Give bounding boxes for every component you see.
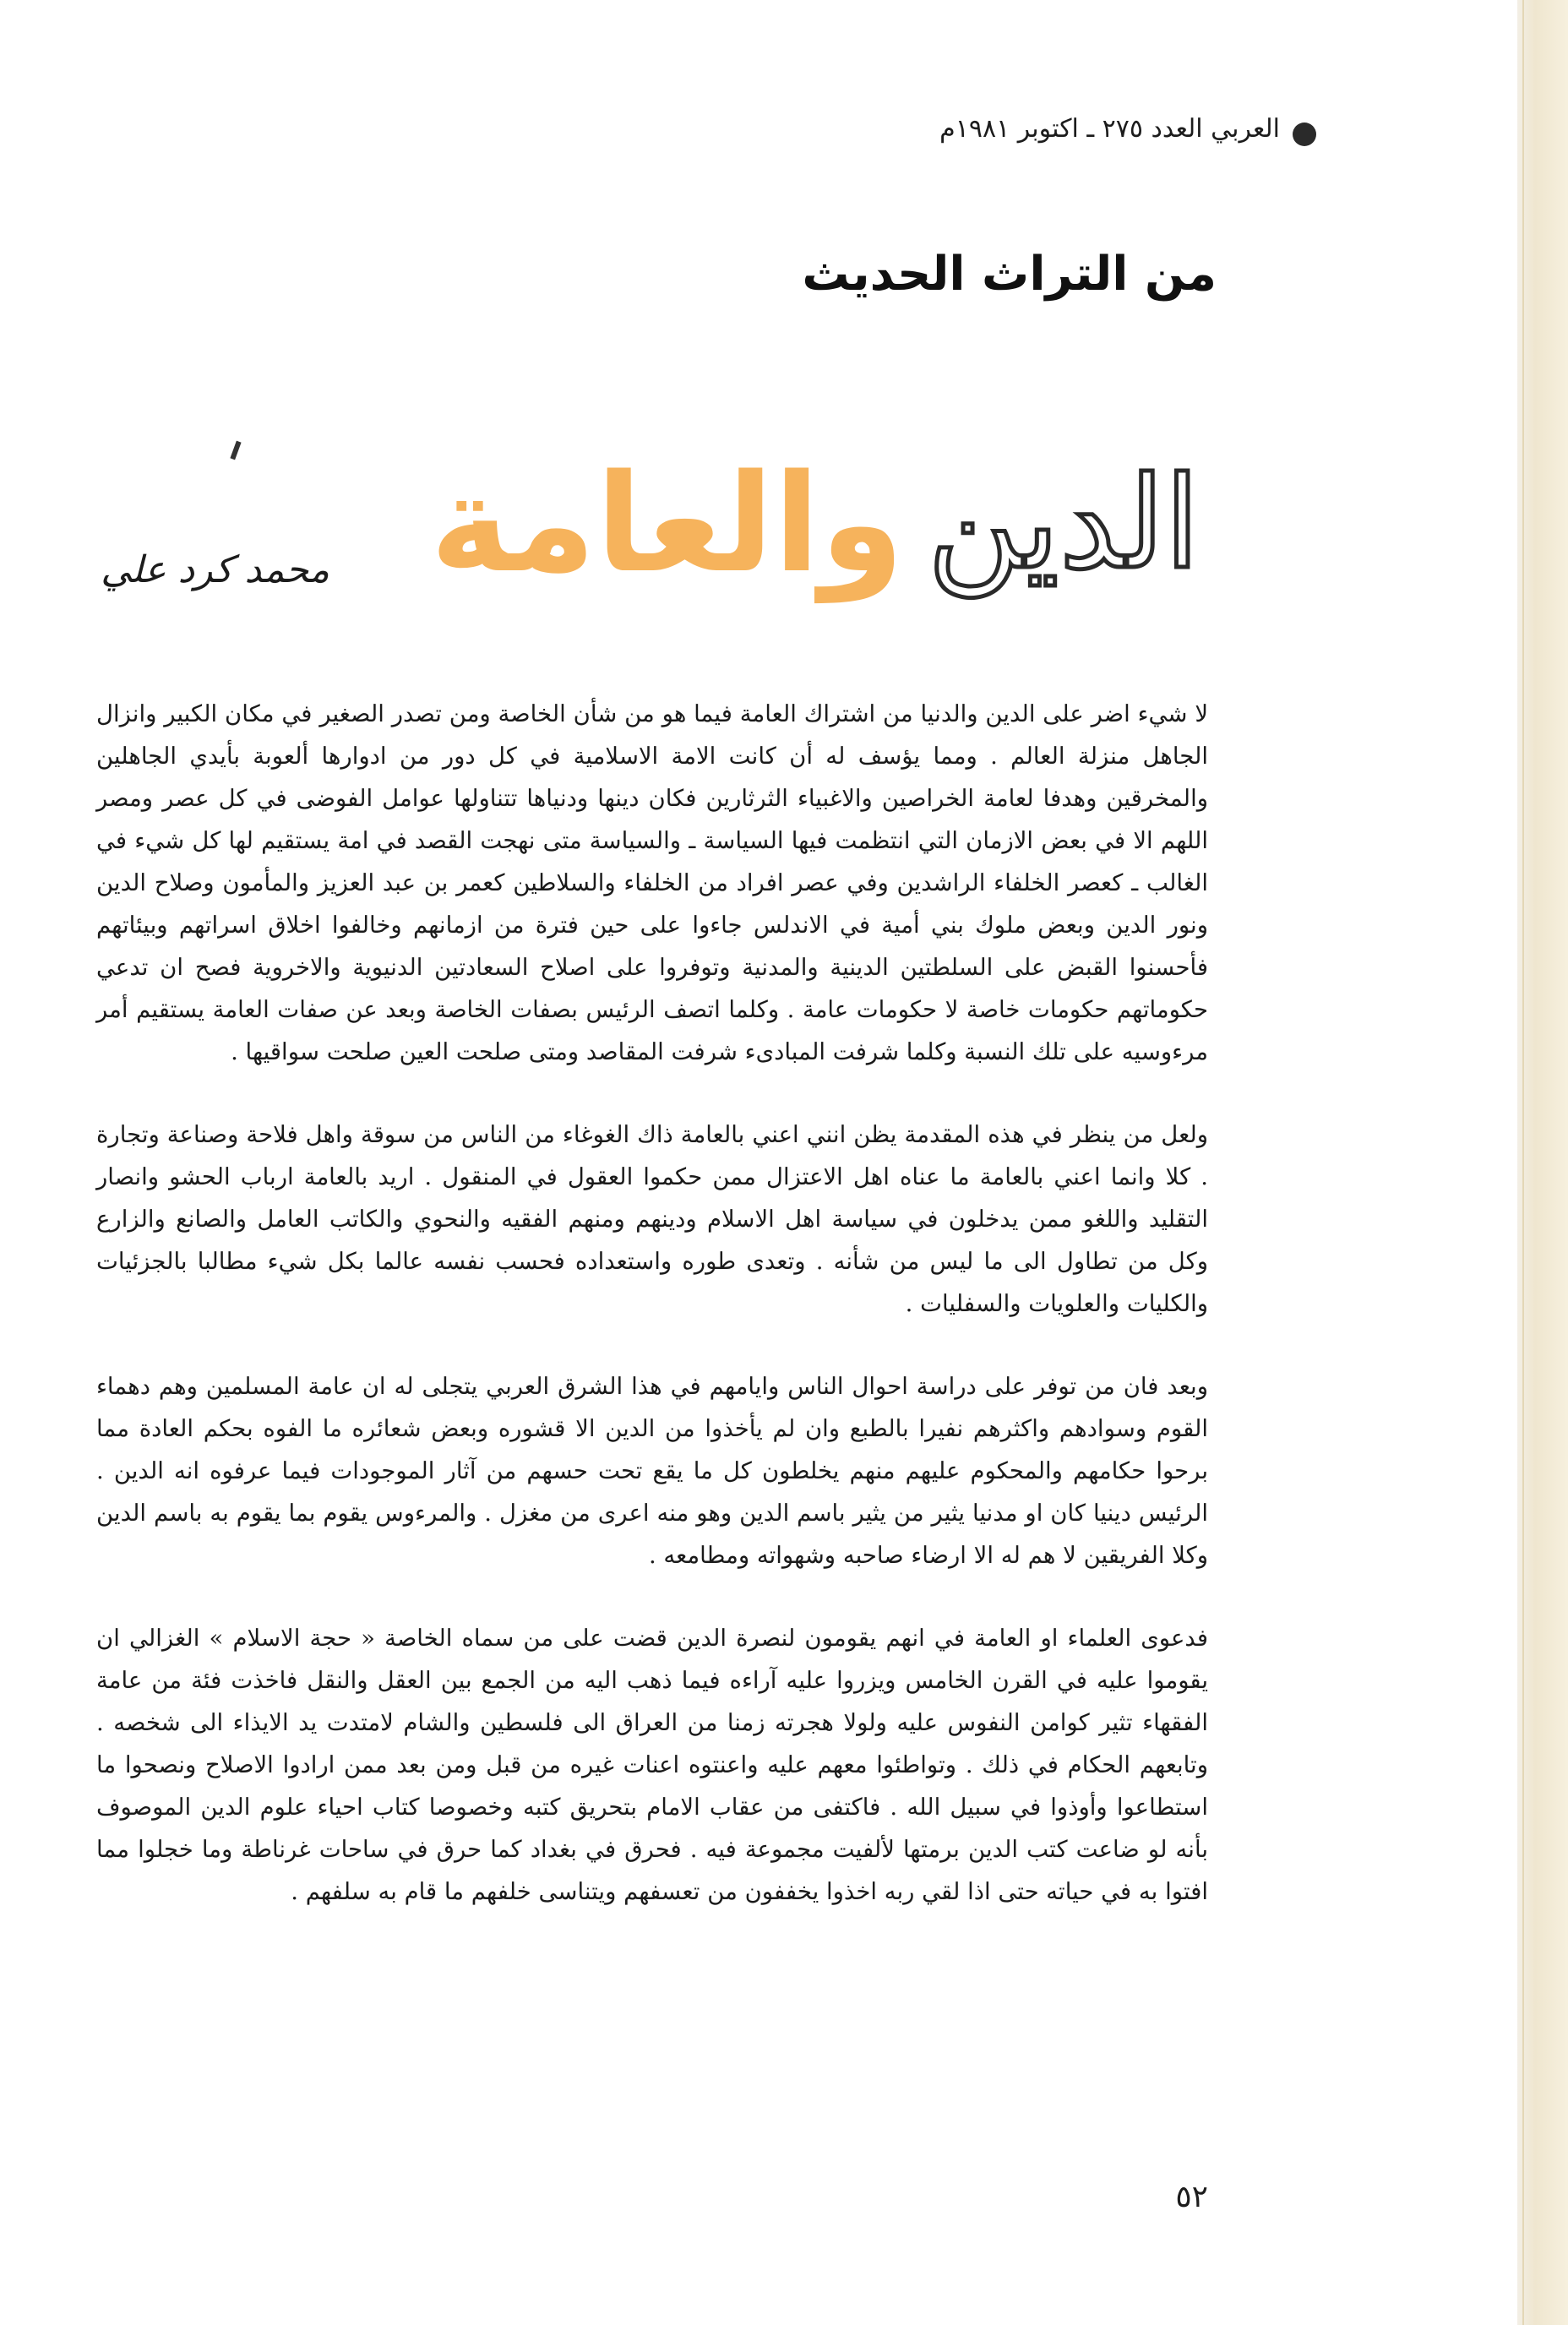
article-body [96, 693, 1208, 2070]
paragraph: وبعد فان من توفر على دراسة احوال الناس وايامهم في هذا الشرق العربي يتجلى له ان عامة المسلمين وهم دهماء القوم وسوادهم واكثرهم نفيرا بالطبع وان لم يأخذوا من الدين الا قشوره وبعض شعائره ما الفوه بحكم العادة مما برحوا حكامهم والمحكوم عليهم منهم يخلطون كل ما يقع تحت حسهم من آثار الموجودات فيما عرفوه انه الدين . الرئيس دينيا كان او مدنيا يثير من يثير باسم الدين وهو منه اعرى من مغزل . والمرءوس يقوم بما يقوم به باسم الدين وكلا الفريقين لا هم له الا ارضاء صاحبه وشهواته ومطامعه . [96, 1373, 1208, 1569]
author-name: محمد كرد علي [101, 548, 329, 591]
article-title [422, 439, 1200, 634]
running-head: العربي العدد ٢٧٥ ـ اكتوبر ١٩٨١م [939, 114, 1280, 144]
page-edge-strip [1517, 0, 1568, 2325]
paragraph: لا شيء اضر على الدين والدنيا من اشتراك العامة فيما هو من شأن الخاصة ومن تصدر الصغير في مكان الكبير وانزال الجاهل منزلة العالم . ومما يؤسف له أن كانت الامة الاسلامية في كل دور من ادوارها ألعوبة بأيدي الجاهلين والمخرقين وهدفا لعامة الخراصين والاغبياء الثرثارين فكان دينها ودنياها تتناولها عوامل الفوضى في كل عصر ومصر اللهم الا في بعض الازمان التي انتظمت فيها السياسة ـ والسياسة متى نهجت القصد في امة يستقيم لها كل شيء في الغالب ـ كعصر الخلفاء الراشدين وفي عصر افراد من الخلفاء والسلاطين كعمر بن عبد العزيز والمأمون وصلاح الدين ونور الدين وبعض ملوك بني أمية في الاندلس جاءوا على حين فترة من ازمانهم وخالفوا اخلاق اسراتهم وبيئاتهم فأحسنوا القبض على السلطتين الدينية والمدنية وتوفروا على اصلاح السعادتين الدنيوية والاخروية فصح ان تدعي حكوماتهم حكومات خاصة لا حكومات عامة . وكلما اتصف الرئيس بصفات الخاصة وبعد عن صفات العامة يستقيم أمر مرءوسيه على تلك النسبة وكلما شرفت المبادىء شرفت المقاصد ومتى صلحت العين صلحت سواقيها . [96, 700, 1208, 1065]
paragraph: ولعل من ينظر في هذه المقدمة يظن انني اعني بالعامة ذاك الغوغاء من الناس من سوقة واهل فلاحة وصناعة وتجارة . كلا وانما اعني بالعامة ما عناه اهل الاعتزال ممن حكموا العقول في المنقول . اريد بالعامة ارباب الحشو وانصار التقليد واللغو ممن يدخلون في سياسة اهل الاسلام ودينهم ومنهم الفقيه والنحوي والكاتب العامل والصانع والزارع وكل من تطاول الى ما ليس من شأنه . وتعدى طوره واستعداده فحسب نفسه عالما بكل شيء مطالبا بالجزئيات والكليات والعلويات والسفليات . [96, 1121, 1208, 1317]
title-word-filled: والعامة [430, 444, 904, 602]
title-word-outline: الدين [927, 450, 1200, 597]
title-mark-icon [230, 441, 241, 460]
bullet-icon [1293, 123, 1316, 146]
section-label: من التراث الحديث [802, 247, 1217, 302]
paragraph: فدعوى العلماء او العامة في انهم يقومون لنصرة الدين قضت على من سماه الخاصة « حجة الاسلام » الغزالي ان يقوموا عليه في القرن الخامس ويزروا عليه آراءه فيما ذهب اليه من الجمع بين العقل والنقل فاخذت فئة من عامة الفقهاء تثير كوامن النفوس عليه ولولا هجرته زمنا من العراق الى فلسطين والشام لامتدت يد الايذاء الى شخصه . وتابعهم الحكام في ذلك . وتواطئوا معهم عليه واعنتوه اعنات غيره من قبل ومن بعد ممن ارادوا الاصلاح ونصحوا ما استطاعوا وأوذوا في سبيل الله . فاكتفى من عقاب الامام بتحريق كتبه وخصوصا كتاب احياء علوم الدين الموصوف بأنه لو ضاعت كتب الدين برمتها لألفيت مجموعة فيه . فحرق في بغداد كما حرق في ساحات غرناطة وما خجلوا مما افتوا به في حياته حتى اذا لقي ربه اخذوا يخففون من تعسفهم ويتناسى خلفهم ما قام به سلفهم . [96, 1625, 1208, 1905]
page-number: ٥٢ [1175, 2180, 1208, 2214]
